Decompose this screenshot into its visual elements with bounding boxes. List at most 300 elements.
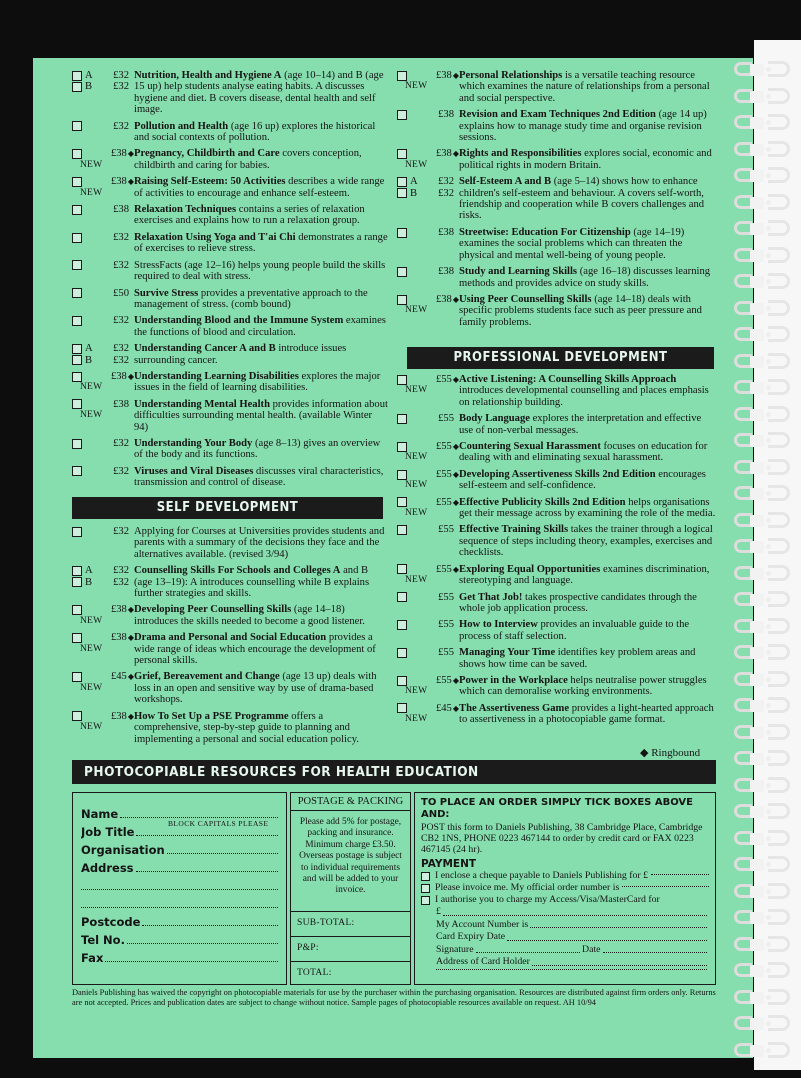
- order-checkbox[interactable]: [72, 672, 82, 682]
- binder-ring: [734, 219, 798, 239]
- order-box: [414, 792, 716, 985]
- product-item: [72, 121, 388, 144]
- new-badge: NEW: [80, 615, 103, 626]
- product-item: [397, 675, 717, 698]
- new-badge: NEW: [405, 385, 428, 396]
- option-letter: A: [85, 343, 93, 355]
- order-checkbox[interactable]: [397, 188, 407, 198]
- product-item: [397, 148, 717, 171]
- order-option-line: [397, 413, 459, 424]
- price: £38: [110, 176, 127, 188]
- customer-details-box: [72, 792, 287, 985]
- binder-ring: [734, 643, 798, 663]
- product-title: Study and Learning Skills: [459, 266, 578, 278]
- binder-ring: [734, 829, 798, 849]
- product-item: [72, 466, 388, 489]
- binder-ring: [734, 1041, 798, 1061]
- new-badge: NEW: [80, 382, 103, 393]
- order-option-line: [72, 399, 134, 410]
- order-option-line: [72, 632, 134, 643]
- product-description: [134, 232, 388, 255]
- binder-ring: [734, 325, 798, 345]
- order-option-line: [72, 288, 134, 299]
- binder-ring: [734, 113, 798, 133]
- binder-ring: [734, 140, 798, 160]
- option-letter: B: [410, 187, 418, 199]
- order-option-line: [72, 260, 134, 271]
- product-item: [397, 497, 717, 520]
- binder-ring: [734, 537, 798, 557]
- product-order-options: [397, 441, 459, 464]
- product-item: [72, 204, 388, 227]
- product-description: [459, 469, 717, 492]
- product-order-options: [397, 675, 459, 698]
- product-body: demonstrates a range of exercises to relieve stress.: [134, 231, 388, 255]
- product-body: identifies key problem areas and shows how time can be saved.: [459, 647, 696, 670]
- product-order-options: [397, 294, 459, 328]
- product-body: helps neutralise power struggles which can demoralise working environments.: [459, 674, 707, 698]
- order-option-line: [72, 604, 134, 615]
- product-item: [397, 564, 717, 587]
- product-item: [72, 526, 388, 560]
- product-order-options: [397, 413, 459, 436]
- product-title: Survive Stress: [134, 287, 199, 299]
- order-option-line: [72, 466, 134, 477]
- spiral-binding: [730, 52, 801, 1062]
- product-body: provides an invaluable guide to the process of staff selection.: [459, 619, 690, 642]
- product-description: [459, 675, 717, 698]
- product-body: is a versatile teaching resource which examines the nature of relationships from a personal and social perspective.: [459, 70, 710, 104]
- price: £32: [113, 354, 129, 366]
- order-checkbox[interactable]: [72, 399, 82, 409]
- order-checkbox[interactable]: [397, 676, 407, 686]
- order-option-line: [397, 374, 459, 385]
- order-option-line: [72, 232, 134, 243]
- product-body: helps organisations get their message across by examining the role of the media.: [459, 496, 716, 520]
- price: £55: [435, 441, 452, 453]
- product-item: [72, 70, 388, 116]
- binder-ring: [734, 564, 798, 584]
- order-checkbox[interactable]: [397, 267, 407, 277]
- card-expiry-field[interactable]: [421, 931, 709, 944]
- account-number-label: My Account Number is: [436, 918, 529, 930]
- order-checkbox[interactable]: [397, 149, 407, 159]
- product-title: How To Set Up a PSE Programme: [134, 710, 289, 722]
- product-description: [134, 466, 388, 489]
- product-title: Pollution and Health: [134, 120, 229, 132]
- pound-sign: £: [436, 906, 441, 917]
- price: £32: [113, 231, 129, 243]
- product-item: [72, 288, 388, 311]
- product-item: [397, 619, 717, 642]
- product-title: How to Interview: [459, 619, 538, 631]
- product-description: [459, 647, 717, 670]
- product-order-options: [72, 671, 134, 705]
- product-body: explores the major issues in the field of learning disabilities.: [134, 370, 381, 394]
- pay-invoice-label: Please invoice me. My official order number is: [435, 882, 620, 893]
- invoice-checkbox[interactable]: [421, 884, 430, 893]
- order-checkbox[interactable]: [397, 295, 407, 305]
- product-body: provides a light-hearted approach to assertiveness in a photocopiable game format.: [459, 702, 714, 726]
- binder-ring: [734, 961, 798, 981]
- product-order-options: [397, 109, 459, 143]
- address-line-3[interactable]: [81, 893, 278, 911]
- product-body: examines the functions of blood and circulation.: [134, 315, 386, 338]
- self-development-heading: SELF DEVELOPMENT: [72, 497, 383, 519]
- order-checkbox[interactable]: [397, 110, 407, 120]
- price: £55: [435, 563, 452, 575]
- product-description: [134, 711, 388, 745]
- product-title: Using Peer Counselling Skills: [459, 293, 592, 305]
- product-title: Relaxation Using Yoga and T'ai Chi: [134, 231, 296, 243]
- order-option-line: [72, 711, 134, 722]
- product-item: [397, 703, 717, 726]
- order-checkbox[interactable]: [72, 527, 82, 537]
- order-checkbox[interactable]: [72, 372, 82, 382]
- product-title: Get That Job!: [459, 591, 523, 603]
- organisation-field[interactable]: [81, 839, 278, 857]
- self-development-list: [72, 526, 388, 745]
- order-checkbox[interactable]: [72, 121, 82, 131]
- order-checkbox[interactable]: [72, 288, 82, 298]
- price: £38: [435, 148, 452, 160]
- product-description: [459, 374, 717, 408]
- product-title: Active Listening: A Counselling Skills Approach: [459, 374, 677, 385]
- right-column: [397, 70, 717, 333]
- order-option-line: [397, 647, 459, 658]
- price: £55: [438, 591, 454, 603]
- subtotal-field[interactable]: SUB-TOTAL:: [291, 911, 410, 933]
- professional-development-list: [397, 374, 717, 726]
- price: £38: [435, 293, 452, 305]
- order-option-line: [397, 148, 459, 159]
- product-title: Raising Self-Esteem: 50 Activities: [134, 176, 286, 188]
- order-option-line: [397, 227, 459, 238]
- order-option-line: [72, 121, 134, 132]
- product-description: [459, 564, 717, 587]
- product-description: [459, 227, 717, 261]
- product-item: [72, 315, 388, 338]
- signature-label: Signature: [436, 943, 474, 955]
- product-description: [459, 524, 717, 558]
- order-checkbox[interactable]: [72, 577, 82, 587]
- order-checkbox[interactable]: [397, 442, 407, 452]
- order-checkbox[interactable]: [397, 620, 407, 630]
- card-holder-address-field[interactable]: [421, 956, 709, 969]
- right-items-list: [397, 70, 717, 328]
- payment-heading: PAYMENT: [421, 858, 477, 870]
- order-option-line: [397, 619, 459, 630]
- price: £55: [435, 374, 452, 385]
- product-title: Body Language: [459, 413, 530, 425]
- order-checkbox[interactable]: [72, 260, 82, 270]
- account-number-field[interactable]: [421, 919, 709, 932]
- order-option-line: [397, 266, 459, 277]
- price: £55: [438, 647, 454, 659]
- ringbound-diamond-icon: ◆: [452, 675, 459, 685]
- product-order-options: [397, 619, 459, 642]
- price: £38: [438, 266, 454, 278]
- product-title: Rights and Responsibilities: [459, 148, 582, 160]
- product-order-options: [397, 564, 459, 587]
- product-body: introduces developmental counselling and places emphasis on relationship building.: [459, 385, 709, 408]
- price: £38: [110, 632, 127, 644]
- order-option-line: [72, 81, 134, 92]
- price: £32: [113, 437, 129, 449]
- ringbound-diamond-icon: ◆: [127, 177, 134, 187]
- new-badge: NEW: [80, 187, 103, 198]
- price: £55: [438, 524, 454, 536]
- order-checkbox[interactable]: [72, 633, 82, 643]
- product-description: [134, 148, 388, 171]
- postcode-field[interactable]: [81, 911, 278, 929]
- order-option-line: [397, 188, 459, 199]
- order-checkbox[interactable]: [397, 228, 407, 238]
- product-item: [72, 711, 388, 745]
- product-description: [459, 441, 717, 464]
- binder-ring: [734, 749, 798, 769]
- price: £38: [110, 604, 127, 616]
- job-title-label: Job Title: [81, 825, 135, 839]
- order-option-line: [397, 294, 459, 305]
- order-checkbox[interactable]: [72, 355, 82, 365]
- new-badge: NEW: [405, 452, 428, 463]
- product-body: (age 14 up) explains how to manage study time and organise revision sessions.: [459, 109, 707, 144]
- product-title: Drama and Personal and Social Education: [134, 632, 327, 644]
- product-order-options: [72, 466, 134, 489]
- product-description: [134, 399, 388, 433]
- product-order-options: [397, 469, 459, 492]
- price: £38: [110, 710, 127, 722]
- address-line-2[interactable]: [81, 875, 278, 893]
- option-letter: A: [410, 176, 418, 188]
- date-label: Date: [582, 943, 601, 955]
- order-checkbox[interactable]: [397, 564, 407, 574]
- professional-development-column: [397, 374, 717, 731]
- product-item: [397, 70, 717, 104]
- product-description: [459, 266, 717, 289]
- option-letter: B: [85, 576, 93, 588]
- order-checkbox[interactable]: [72, 71, 82, 81]
- price: £38: [113, 398, 129, 410]
- price: £32: [113, 120, 129, 132]
- price: £32: [113, 315, 129, 327]
- order-option-line: [72, 70, 134, 81]
- product-item: [397, 176, 717, 222]
- product-description: [134, 176, 388, 199]
- product-item: [72, 438, 388, 461]
- order-checkbox[interactable]: [397, 592, 407, 602]
- binder-ring: [734, 882, 798, 902]
- order-option-line: [72, 148, 134, 159]
- order-checkbox[interactable]: [397, 648, 407, 658]
- block-capitals-note: BLOCK CAPITALS PLEASE: [168, 819, 269, 828]
- order-checkbox[interactable]: [397, 71, 407, 81]
- new-badge: NEW: [405, 81, 428, 92]
- price: £32: [113, 465, 129, 477]
- order-checkbox[interactable]: [72, 439, 82, 449]
- product-title: Managing Your Time: [459, 647, 556, 659]
- order-option-line: [72, 343, 134, 354]
- new-badge: NEW: [405, 480, 428, 491]
- order-checkbox[interactable]: [72, 205, 82, 215]
- price: £32: [113, 70, 129, 81]
- order-option-line: [397, 675, 459, 686]
- product-body: contains a series of relaxation exercises and explains how to run a relaxation group.: [134, 204, 365, 227]
- order-checkbox[interactable]: [72, 711, 82, 721]
- pay-card-label: I authorise you to charge my Access/Visa/MasterCard for: [435, 894, 660, 905]
- product-title: Revision and Exam Techniques 2nd Edition: [459, 109, 656, 121]
- price: £45: [435, 702, 452, 714]
- product-title: Understanding Your Body: [134, 437, 253, 449]
- product-title: Understanding Blood and the Immune System: [134, 315, 344, 327]
- order-checkbox[interactable]: [397, 177, 407, 187]
- order-checkbox[interactable]: [397, 525, 407, 535]
- binder-ring: [734, 696, 798, 716]
- ringbound-diamond-icon: ◆: [452, 564, 459, 574]
- product-description: [134, 260, 388, 283]
- price: £38: [435, 70, 452, 81]
- product-order-options: [72, 176, 134, 199]
- order-option-line: [72, 438, 134, 449]
- product-description: [459, 413, 717, 436]
- product-item: [397, 524, 717, 558]
- new-badge: NEW: [80, 682, 103, 693]
- fax-field[interactable]: [81, 947, 278, 965]
- order-option-line: [397, 469, 459, 480]
- card-amount-field[interactable]: [421, 906, 709, 919]
- product-order-options: [397, 70, 459, 104]
- binder-ring: [734, 378, 798, 398]
- order-option-line: [72, 355, 134, 366]
- ringbound-diamond-icon: ◆: [452, 469, 459, 479]
- product-description: [459, 703, 717, 726]
- product-title: Relaxation Techniques: [134, 204, 237, 216]
- product-description: [134, 565, 388, 599]
- order-option-line: [72, 671, 134, 682]
- order-checkbox[interactable]: [72, 82, 82, 92]
- product-description: [134, 371, 388, 394]
- product-body: (age 16–18) discusses learning methods and provides advice on study skills.: [459, 266, 711, 289]
- binder-ring: [734, 484, 798, 504]
- new-badge: NEW: [80, 159, 103, 170]
- product-title: Personal Relationships: [459, 70, 563, 81]
- order-checkbox[interactable]: [72, 344, 82, 354]
- name-label: Name: [81, 807, 119, 821]
- new-badge: NEW: [405, 159, 428, 170]
- pay-invoice-option[interactable]: [421, 882, 709, 894]
- order-checkbox[interactable]: [397, 703, 407, 713]
- product-body: provides information about difficulties surrounding mental health. (available Winter 94): [134, 398, 388, 433]
- order-option-line: [397, 524, 459, 535]
- ringbound-diamond-icon: ◆: [127, 633, 134, 643]
- product-order-options: [72, 232, 134, 255]
- order-checkbox[interactable]: [72, 566, 82, 576]
- product-order-options: [72, 632, 134, 666]
- product-title: Understanding Mental Health: [134, 398, 270, 410]
- address-label: Address: [81, 861, 134, 875]
- pay-cheque-option[interactable]: [421, 870, 709, 882]
- product-title: Counselling Skills For Schools and Colleges A: [134, 565, 341, 577]
- new-badge: NEW: [405, 575, 428, 586]
- order-checkbox[interactable]: [397, 414, 407, 424]
- binder-ring: [734, 166, 798, 186]
- ringbound-diamond-icon: ◆: [127, 711, 134, 721]
- price: £32: [113, 343, 129, 355]
- ringbound-diamond-icon: ◆: [452, 294, 459, 304]
- postage-packing-box: [290, 792, 411, 985]
- product-item: [72, 671, 388, 705]
- product-body: offers a comprehensive, step-by-step guide to planning and implementing a personal and social education policy.: [134, 710, 359, 745]
- order-option-line: [397, 564, 459, 575]
- product-order-options: [72, 288, 134, 311]
- card-checkbox[interactable]: [421, 896, 430, 905]
- total-field[interactable]: TOTAL:: [291, 961, 410, 983]
- order-option-line: [397, 497, 459, 508]
- price: £32: [438, 187, 454, 199]
- card-holder-address-line-2[interactable]: [421, 969, 709, 973]
- binder-ring: [734, 458, 798, 478]
- product-order-options: [72, 438, 134, 461]
- order-checkbox[interactable]: [72, 466, 82, 476]
- ringbound-diamond-icon: ◆: [452, 149, 459, 159]
- order-option-line: [72, 526, 134, 537]
- order-checkbox[interactable]: [72, 316, 82, 326]
- order-checkbox[interactable]: [397, 470, 407, 480]
- order-heading: TO PLACE AN ORDER SIMPLY TICK BOXES ABOVE AND:: [421, 797, 694, 820]
- product-title: Grief, Bereavement and Change: [134, 671, 280, 683]
- product-body: (age 8–13) gives an overview of the body and its functions.: [134, 437, 381, 461]
- binder-ring: [734, 246, 798, 266]
- product-description: [459, 109, 717, 143]
- self-development-column: [72, 526, 388, 750]
- order-option-line: [397, 592, 459, 603]
- order-option-line: [72, 577, 134, 588]
- binder-ring: [734, 723, 798, 743]
- product-title: Effective Training Skills: [459, 524, 569, 536]
- product-title: Nutrition, Health and Hygiene A: [134, 70, 282, 81]
- price: £32: [438, 176, 454, 188]
- product-order-options: [72, 399, 134, 433]
- order-checkbox[interactable]: [72, 177, 82, 187]
- order-checkbox[interactable]: [397, 497, 407, 507]
- signature-field[interactable]: [421, 944, 709, 957]
- product-body: (age 13 up) deals with loss in an open and sensitive way by use of drama-based workshops.: [134, 671, 377, 706]
- postcode-label: Postcode: [81, 915, 141, 929]
- order-checkbox[interactable]: [72, 149, 82, 159]
- product-description: [134, 632, 388, 666]
- pp-field[interactable]: P&P:: [291, 936, 410, 958]
- price: £38: [110, 148, 127, 160]
- pay-card-option[interactable]: [421, 894, 709, 906]
- product-item: [397, 413, 717, 436]
- address-field[interactable]: [81, 857, 278, 875]
- product-body: explores the interpretation and effective use of non-verbal messages.: [459, 413, 702, 436]
- tel-field[interactable]: [81, 929, 278, 947]
- product-order-options: [72, 315, 134, 338]
- order-option-line: [72, 371, 134, 382]
- cheque-checkbox[interactable]: [421, 872, 430, 881]
- product-body: encourages self-esteem and self-confidence.: [459, 468, 706, 492]
- order-checkbox[interactable]: [397, 375, 407, 385]
- product-item: [397, 592, 717, 615]
- price: £55: [438, 413, 454, 425]
- order-option-line: [72, 565, 134, 576]
- binder-ring: [734, 405, 798, 425]
- left-column: [72, 70, 388, 494]
- order-checkbox[interactable]: [72, 233, 82, 243]
- order-checkbox[interactable]: [72, 605, 82, 615]
